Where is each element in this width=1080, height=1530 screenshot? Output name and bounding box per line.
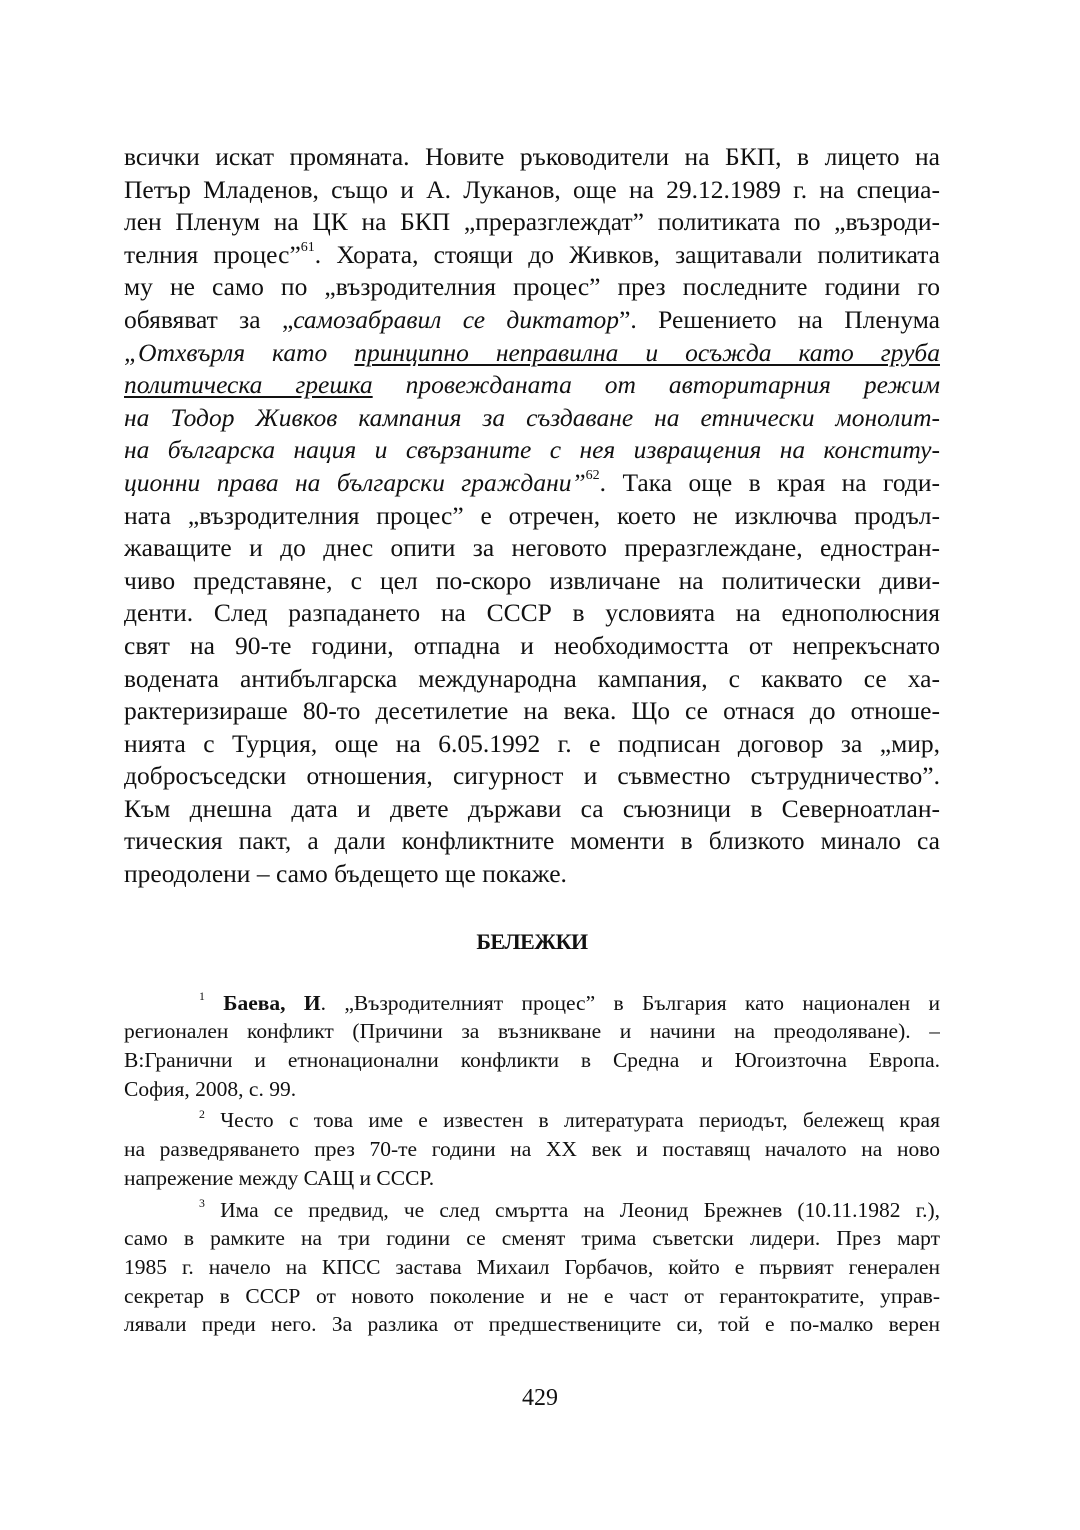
text-segment: . Хората, стоящи до Живков, защитавали политиката [314, 239, 940, 269]
text-line [124, 304, 940, 337]
footnote-2 [124, 1106, 940, 1192]
page-content [124, 141, 940, 1342]
note-author: Баева, И [223, 990, 321, 1015]
text-line: му не само по „възродителния процес” през последните години го [124, 272, 940, 302]
italic-segment: на Тодор Живков кампания за създаване на етнически монолит- [124, 402, 940, 432]
text-segment: Често с това име е известен в литературата периодът, бележещ края [220, 1108, 940, 1133]
text-line: нията с Турция, още на 6.05.1992 г. е подписан договор за „мир, [124, 728, 940, 758]
text-line [124, 369, 940, 402]
underlined-segment: принципно неправилна и осъжда като груба [354, 337, 940, 367]
text-line: добросъседски отношения, сигурност и съвместно сътрудничество”. [124, 761, 940, 791]
note-line: на разведряването през 70-те години на XX век и поставящ началото на ново [124, 1137, 940, 1162]
note-line: напрежение между САЩ и СССР. [124, 1165, 435, 1190]
footnote-3 [124, 1196, 940, 1340]
underlined-segment: политическа грешка [124, 370, 373, 400]
text-line: чиво представяне, с цел по-скоро извличане на политически диви- [124, 565, 940, 595]
italic-segment: провежданата от авторитарния режим [372, 370, 940, 400]
text-line [124, 337, 940, 370]
text-line: всички искат промяната. Новите ръководители на БКП, в лицето на [124, 142, 940, 171]
text-segment: . Така още в края на годи- [599, 467, 940, 497]
text-line: преодолени – само бъдещето ще покаже. [124, 859, 567, 889]
footnote-number: 2 [199, 1106, 205, 1121]
note-line: 1985 г. начело на КПСС застава Михаил Горбачов, който е първият генерален [124, 1254, 940, 1279]
italic-segment: „Отхвърля като [124, 337, 355, 367]
footnote-number: 3 [199, 1195, 205, 1210]
text-segment: Има се предвид, че след смъртта на Леонид Брежнев (10.11.1982 г.), [220, 1197, 940, 1222]
italic-segment: на българска нация и свързаните с нея извращения на конститу- [124, 435, 940, 465]
text-line [124, 402, 940, 435]
footnote-number: 1 [199, 988, 205, 1003]
footnote-ref: 62 [585, 468, 600, 484]
note-line [124, 1196, 940, 1225]
page-number: 429 [522, 1385, 558, 1411]
text-segment: . „Възродителният процес” в България като национален и [320, 990, 940, 1015]
text-line: тическия пакт, а дали конфликтните моменти в близкото минало са [124, 826, 940, 856]
note-line: лявали преди него. За разлика от предшествениците си, той е по-малко верен [124, 1312, 940, 1337]
note-line: регионален конфликт (Причини за възникване и начини на преодоляване). – [124, 1019, 940, 1044]
italic-segment: ционни права на български граждани” [124, 467, 586, 497]
text-line: ната „възродителния процес” е отречен, което не изключва продъл- [124, 500, 940, 530]
text-line: Петър Младенов, също и А. Луканов, още на 29.12.1989 г. на специа- [124, 174, 940, 204]
footnote-ref: 61 [300, 240, 315, 256]
text-line: денти. След разпадането на СССР в условията на еднополюсния [124, 598, 940, 628]
text-line [124, 467, 940, 500]
notes-heading: БЕЛЕЖКИ [476, 928, 588, 954]
footnote-1 [124, 989, 940, 1104]
text-line [124, 239, 940, 272]
italic-quote: самозабравил се диктатор [293, 304, 620, 334]
note-line [124, 1106, 940, 1135]
footnotes [124, 989, 940, 1339]
text-line: лен Пленум на ЦК на БКП „преразглеждат” политиката по „възроди- [124, 207, 940, 237]
text-line: рактеризираше 80-то десетилетие на века. Що се отнася до отноше- [124, 696, 940, 726]
text-line: воденатa антибългарска международна кампания, с каквато се ха- [124, 663, 940, 693]
note-line: В:Гранични и етнонационални конфликти в Средна и Югоизточна Европа. [124, 1048, 940, 1073]
text-line [124, 434, 940, 467]
body-paragraph [124, 141, 940, 891]
note-line: само в рамките на три години се сменят трима съветски лидери. През март [124, 1226, 940, 1251]
text-line: свят на 90-те години, отпадна и необходимостта от непрекъснато [124, 630, 940, 660]
text-line: жаващите и до днес опити за неговото преразглеждане, едностран- [124, 533, 940, 563]
text-line: Към днешна дата и двете държави са съюзници в Северноатлан- [124, 793, 940, 823]
note-line: секретар в СССР от новото поколение и не е част от герантократите, управ- [124, 1283, 940, 1308]
note-line: София, 2008, с. 99. [124, 1076, 297, 1101]
note-line [124, 989, 940, 1018]
text-segment: ”. Решението на Пленума [619, 304, 940, 334]
text-segment: телния процес” [124, 239, 301, 269]
text-segment: обявяват за „ [124, 304, 294, 334]
